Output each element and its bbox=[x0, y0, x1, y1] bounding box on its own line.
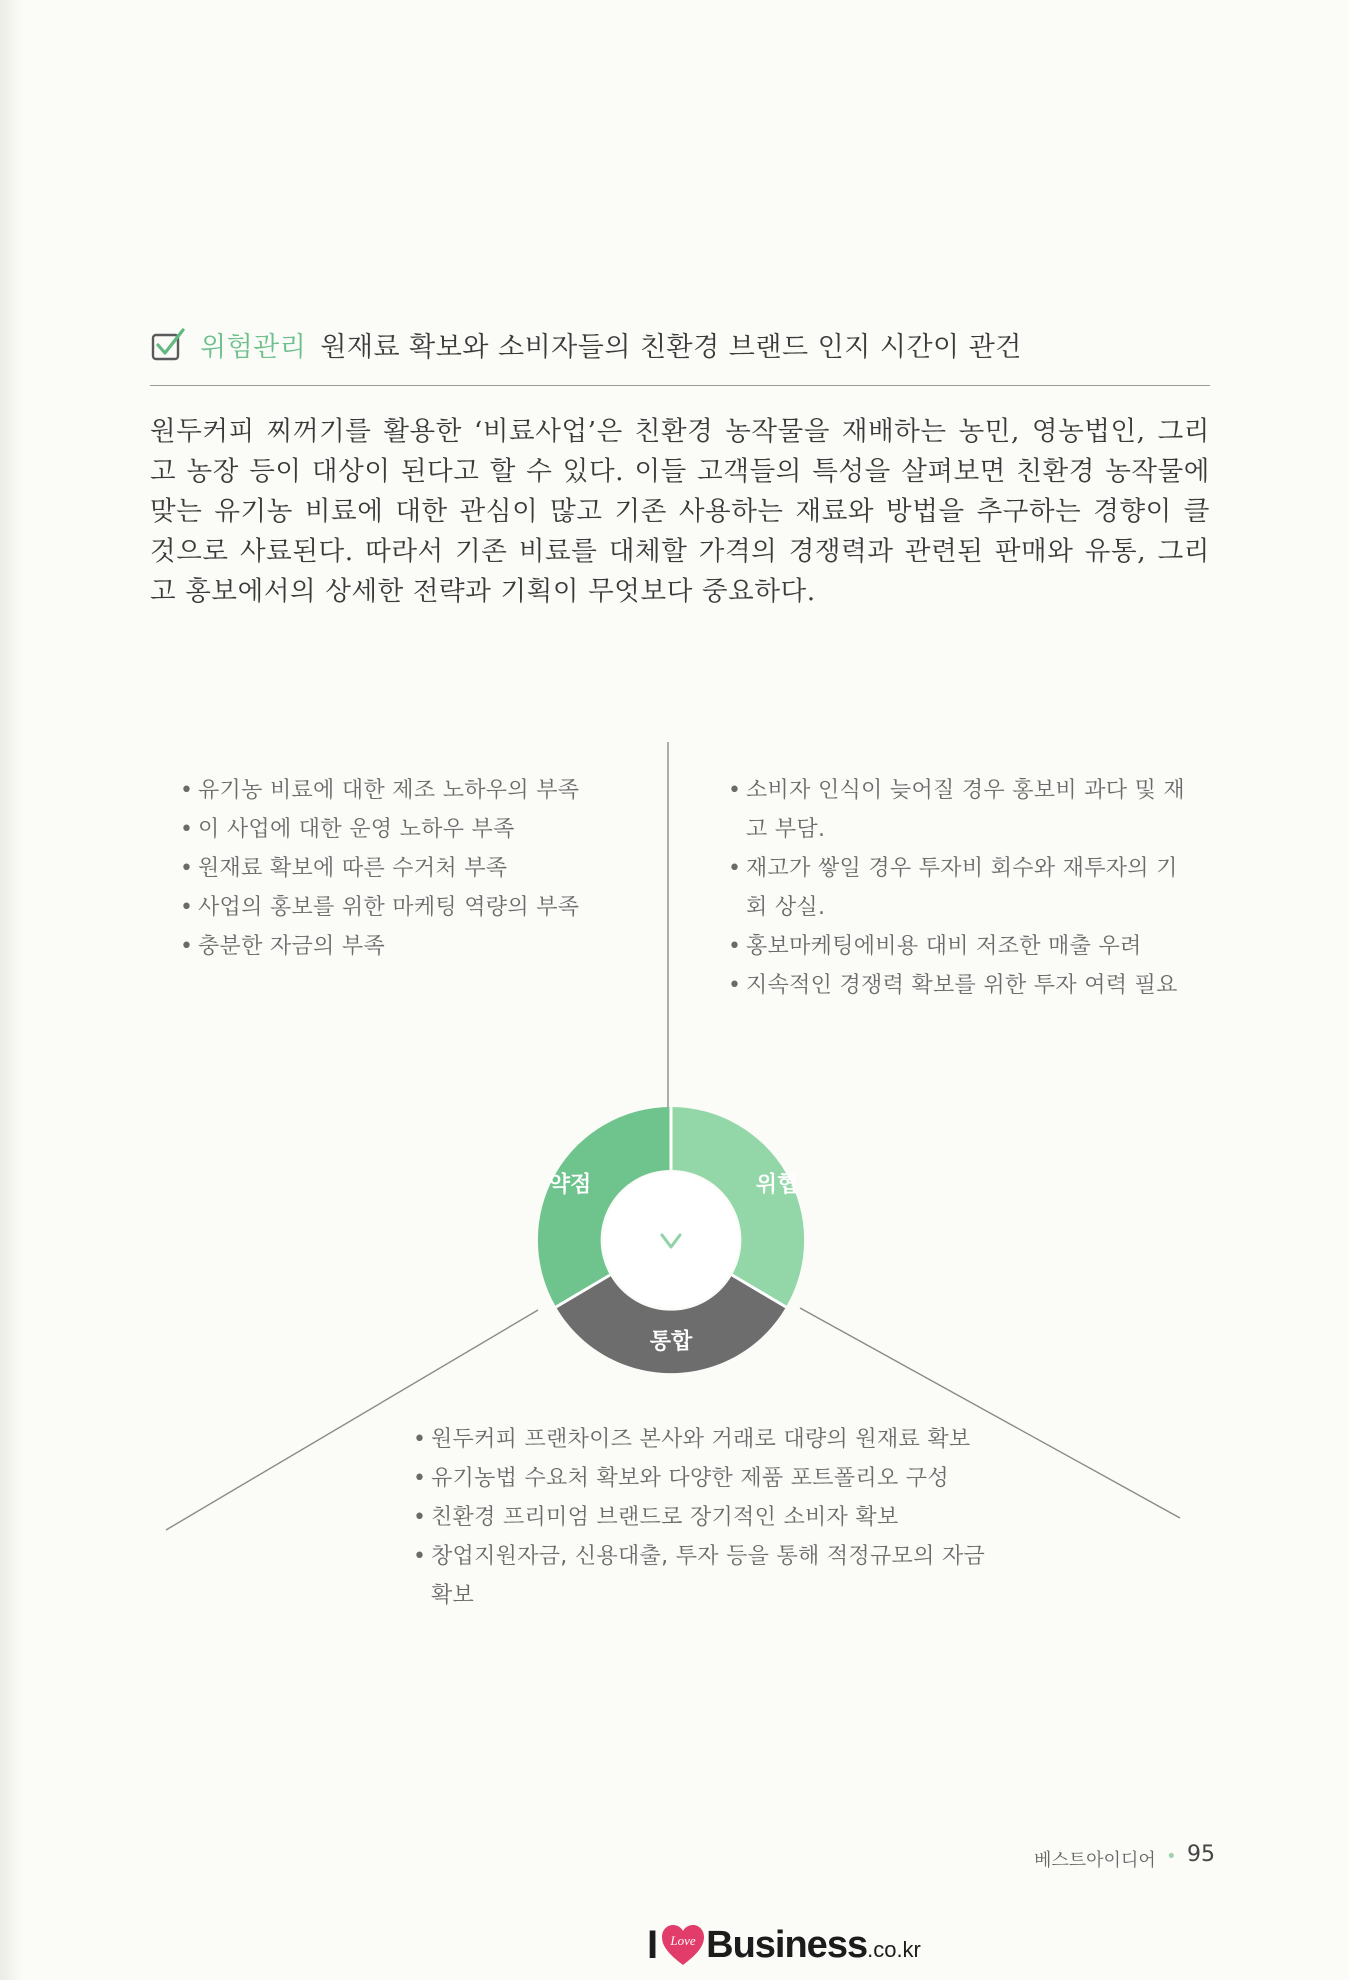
list-item: • 충분한 자금의 부족 bbox=[180, 927, 640, 966]
threat-list bbox=[728, 771, 1198, 1005]
list-item: • 친환경 프리미엄 브랜드로 장기적인 소비자 확보 bbox=[413, 1498, 1013, 1537]
list-item: • 사업의 홍보를 위한 마케팅 역량의 부족 bbox=[180, 888, 640, 927]
weakness-list bbox=[180, 771, 640, 966]
brand-logo-love: Love bbox=[670, 1933, 696, 1948]
list-item: • 홍보마케팅에비용 대비 저조한 매출 우려 bbox=[728, 927, 1198, 966]
integration-list bbox=[413, 1420, 1013, 1615]
list-item: • 유기농법 수요처 확보와 다양한 제품 포트폴리오 구성 bbox=[413, 1459, 1013, 1498]
body-paragraph: 원두커피 찌꺼기를 활용한 ‘비료사업’은 친환경 농작물을 재배하는 농민, 영농법인, 그리고 농장 등이 대상이 된다고 할 수 있다. 이들 고객들의 특성을 살펴보면 친환경 농작물에 맞는 유기농 비료에 대한 관심이 많고 기존 사용하는 재료와 방법을 추구하는 경향이 클 것으로 사료된다. 따라서 기존 비료를 대체할 가격의 경쟁력과 관련된 판매와 유통, 그리고 홍보에서의 상세한 전략과 기획이 무엇보다 중요하다. bbox=[150, 416, 1210, 607]
section-title: 원재료 확보와 소비자들의 친환경 브랜드 인지 시간이 관건 bbox=[320, 332, 1022, 363]
segment-label-threat: 위협 bbox=[755, 1172, 799, 1198]
list-item: • 재고가 쌓일 경우 투자비 회수와 재투자의 기회 상실. bbox=[728, 849, 1198, 927]
footer-section-label: 베스트아이디어 bbox=[1034, 1850, 1156, 1871]
list-item: • 원재료 확보에 따른 수거처 부족 bbox=[180, 849, 640, 888]
heart-icon bbox=[660, 1923, 706, 1967]
footer-separator-dot: • bbox=[1166, 1846, 1177, 1867]
segment-label-weakness: 약점 bbox=[548, 1172, 592, 1198]
list-item: • 원두커피 프랜차이즈 본사와 거래로 대량의 원재료 확보 bbox=[413, 1420, 1013, 1459]
list-item: • 창업지원자금, 신용대출, 투자 등을 통해 적정규모의 자금 확보 bbox=[413, 1537, 1013, 1615]
brand-logo-domain: .co.kr bbox=[867, 1937, 921, 1962]
list-item: • 이 사업에 대한 운영 노하우 부족 bbox=[180, 810, 640, 849]
page-number: 95 bbox=[1187, 1842, 1215, 1867]
list-item: • 지속적인 경쟁력 확보를 위한 투자 여력 필요 bbox=[728, 966, 1198, 1005]
section-category: 위험관리 bbox=[200, 332, 307, 363]
list-item: • 소비자 인식이 늦어질 경우 홍보비 과다 및 재고 부담. bbox=[728, 771, 1198, 849]
list-item: • 유기농 비료에 대한 제조 노하우의 부족 bbox=[180, 771, 640, 810]
brand-logo-i: I bbox=[647, 1923, 659, 1967]
brand-logo-business: Business bbox=[706, 1924, 868, 1966]
segment-label-integration: 통합 bbox=[649, 1329, 693, 1355]
brand-logo bbox=[647, 1915, 921, 1965]
